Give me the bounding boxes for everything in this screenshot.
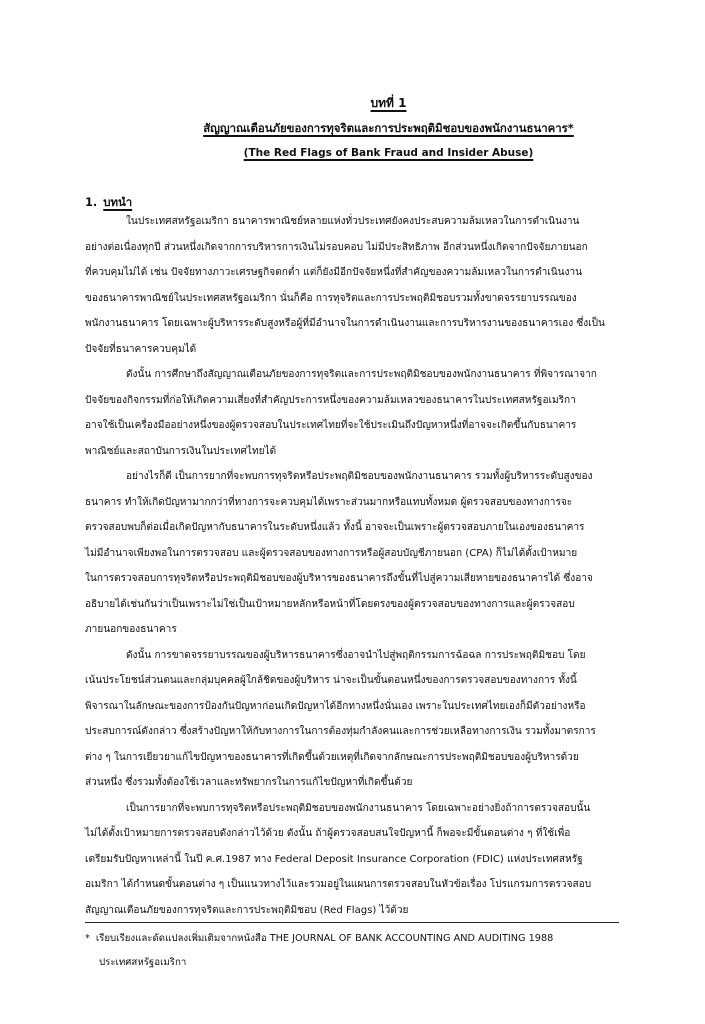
footnote-mark: * [85,933,90,944]
footnote-line-continued: ประเทศสหรัฐอเมริกา [99,957,187,968]
section-title: บทนำ [103,195,133,209]
title-english: (The Red Flags of Bank Fraud and Insider Abuse) [243,147,534,159]
body-line: เน้นประโยชน์ส่วนตนและกลุ่มบุคคลผู้ใกล้ชิดของผู้บริหาร น่าจะเป็นขั้นตอนหนึ่งของการตรวจสอบของทางการ ทั้งนี้ [85,675,577,686]
body-line: ของธนาคารพาณิชย์ในประเทศสหรัฐอเมริกา นั่นก็คือ การทุจริตและการประพฤติมิชอบรวมทั้งขาดจรรยาบรรณของ [85,293,577,304]
body-line: ภายนอกของธนาคาร [85,624,177,635]
body-line: พิจารณาในลักษณะของการป้องกันปัญหาก่อนเกิดปัญหาได้อีกทางหนึ่งนั่นเอง เพราะในประเทศไทยเองก็มีตัวอย่างหรือ [85,701,586,712]
body-line: ธนาคาร ทำให้เกิดปัญหามากกว่าที่ทางการจะควบคุมได้เพราะส่วนมากหรือแทบทั้งหมด ผู้ตรวจสอบของทางการจะ [85,497,573,508]
body-line: พนักงานธนาคาร โดยเฉพาะผู้บริหารระดับสูงหรือผู้ที่มีอำนาจในการดำเนินงานและการบริหารงานของธนาคารเอง ซึ่งเป็น [85,318,605,329]
title-thai: สัญญาณเตือนภัยของการทุจริตและการประพฤติมิชอบของพนักงานธนาคาร* [203,121,574,135]
body-line: ในการตรวจสอบการทุจริตหรือประพฤติมิชอบของผู้บริหารของธนาคารถึงขั้นที่ไปสู่ความเสียหายของธนาคารได้ ซึ่งอาจ [85,573,593,584]
body-line: พาณิชย์และสถาบันการเงินในประเทศไทยได้ [85,446,277,457]
footnote-line [85,934,553,944]
body-line: ไม่ได้ตั้งเป้าหมายการตรวจสอบดังกล่าวไว้ด้วย ดังนั้น ถ้าผู้ตรวจสอบสนใจปัญหานี้ ก็พอจะมีขั้นตอนต่าง ๆ ที่ใช้เพื่อ [85,828,571,839]
body-line: ดังนั้น การขาดจรรยาบรรณของผู้บริหารธนาคารซึ่งอาจนำไปสู่พฤติกรรมการฉ้อฉล การประพฤติมิชอบ โดย [126,650,586,661]
body-line: ที่ควบคุมไม่ได้ เช่น ปัจจัยทางภาวะเศรษฐกิจตกต่ำ แต่ก็ยังมีอีกปัจจัยหนึ่งที่สำคัญของความล้มเหลวในการดำเนินงาน [85,267,583,278]
section-number: 1. [85,195,98,209]
footnote-text: เรียบเรียงและดัดแปลงเพิ่มเติมจากหนังสือ THE JOURNAL OF BANK ACCOUNTING AND AUDITING 1988 [95,933,554,944]
chapter-heading: บทที่ 1 [370,96,407,110]
body-line: อาจใช้เป็นเครื่องมืออย่างหนึ่งของผู้ตรวจสอบในประเทศไทยที่จะใช้ประเมินถึงปัญหาหนึ่งที่อาจจะเกิดขึ้นกับธนาคาร [85,420,577,431]
body-line: ไม่มีอำนาจเพียงพอในการตรวจสอบ และผู้ตรวจสอบของทางการหรือผู้สอบบัญชีภายนอก (CPA) ก็ไม่ได้ตั้งเป้าหมาย [85,548,578,559]
body-line: อธิบายได้เช่นกันว่าเป็นเพราะไม่ใช่เป็นเป้าหมายหลักหรือหน้าที่โดยตรงของผู้ตรวจสอบของทางการและผู้ตรวจสอบ [85,599,575,610]
body-line: ปัจจัยที่ธนาคารควบคุมได้ [85,344,197,355]
body-line: ต่าง ๆ ในการเยียวยาแก้ไขปัญหาของธนาคารที่เกิดขึ้นด้วยเหตุที่เกิดจากลักษณะการประพฤติมิชอบของผู้บริหารด้วย [85,752,579,763]
body-line: ดังนั้น การศึกษาถึงสัญญาณเตือนภัยของการทุจริตและการประพฤติมิชอบของพนักงานธนาคาร ที่พิจารณาจาก [126,369,597,380]
body-line: ประสบการณ์ดังกล่าว ซึ่งสร้างปัญหาให้กับทางการในการต้องทุ่มกำลังคนและการช่วยเหลือทางการเงิน รวมทั้งมาตรการ [85,726,596,737]
body-line: อย่างต่อเนื่องทุกปี ส่วนหนึ่งเกิดจากการบริหารการเงินไม่รอบคอบ ไม่มีประสิทธิภาพ อีกส่วนหนึ่งเกิดจากปัจจัยภายนอก [85,242,588,253]
footnote-divider [85,922,619,923]
body-line: อเมริกา ได้กำหนดขั้นตอนต่าง ๆ เป็นแนวทางไว้และรวมอยู่ในแผนการตรวจสอบในหัวข้อเรื่อง โปรแกรมการตรวจสอบ [85,879,592,890]
body-line: ในประเทศสหรัฐอเมริกา ธนาคารพาณิชย์หลายแห่งทั่วประเทศยังคงประสบความล้มเหลวในการดำเนินงาน [126,216,580,227]
body-line: อย่างไรก็ดี เป็นการยากที่จะพบการทุจริตหรือประพฤติมิชอบของพนักงานธนาคาร รวมทั้งผู้บริหารระดับสูงของ [126,471,593,482]
body-line: สัญญาณเตือนภัยของการทุจริตและการประพฤติมิชอบ (Red Flags) ไว้ด้วย [85,905,409,916]
body-line: ตรวจสอบพบก็ต่อเมื่อเกิดปัญหากับธนาคารในระดับหนึ่งแล้ว ทั้งนี้ อาจจะเป็นเพราะผู้ตรวจสอบภายในเองของธนาคาร [85,522,585,533]
body-line: ส่วนหนึ่ง ซึ่งรวมทั้งต้องใช้เวลาและทรัพยากรในการแก้ไขปัญหาที่เกิดขึ้นด้วย [85,777,413,788]
body-line: เป็นการยากที่จะพบการทุจริตหรือประพฤติมิชอบของพนักงานธนาคาร โดยเฉพาะอย่างยิ่งถ้าการตรวจสอบนั้น [126,803,591,814]
section-heading [85,194,132,212]
body-line: ปัจจัยของกิจกรรมที่ก่อให้เกิดความเสี่ยงที่สำคัญประการหนึ่งของความล้มเหลวของธนาคารในประเทศสหรัฐอเมริกา [85,395,576,406]
body-line: เตรียมรับปัญหาเหล่านี้ ในปี ค.ศ.1987 ทาง Federal Deposit Insurance Corporation (FDIC) แห่งประเทศสหรัฐ [85,854,583,865]
